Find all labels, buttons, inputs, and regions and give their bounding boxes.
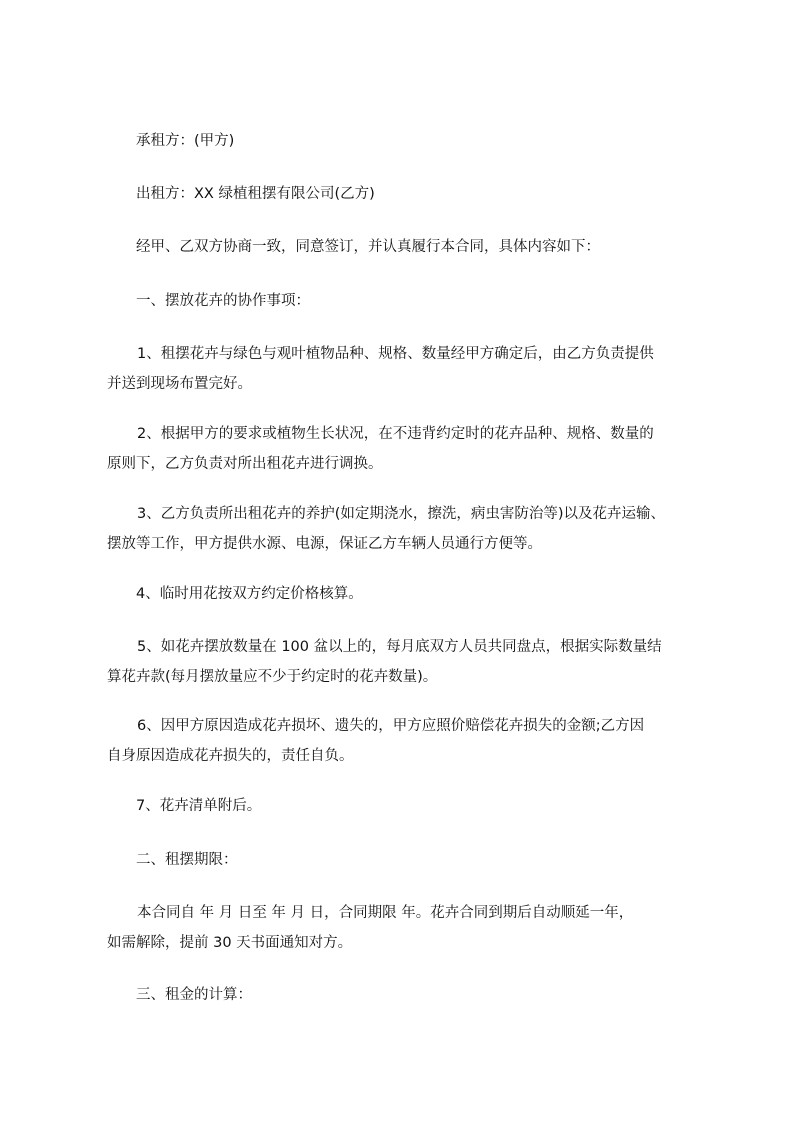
clause-5	[107, 632, 727, 692]
clause-1-line-1: 1、租摆花卉与绿色与观叶植物品种、规格、数量经甲方确定后，由乙方负责提供	[137, 346, 654, 362]
term-line-2: 如需解除，提前 30 天书面通知对方。	[107, 935, 353, 951]
lessee-line: 承租方：(甲方)	[136, 133, 235, 149]
clause-7: 7、花卉清单附后。	[136, 798, 262, 814]
term-line-1: 本合同自 年 月 日至 年 月 日，合同期限 年。花卉合同到期后自动顺延一年，	[137, 905, 634, 921]
clause-6-line-1: 6、因甲方原因造成花卉损坏、遗失的，甲方应照价赔偿花卉损失的金额;乙方因	[137, 718, 645, 734]
clause-4: 4、临时用花按双方约定价格核算。	[136, 586, 363, 602]
section-heading-rent: 三、租金的计算：	[136, 987, 252, 1003]
section-heading-term: 二、租摆期限：	[136, 852, 238, 868]
clause-3	[107, 499, 727, 559]
clause-3-line-2: 摆放等工作，甲方提供水源、电源，保证乙方车辆人员通行方便等。	[107, 536, 542, 552]
intro-paragraph: 经甲、乙双方协商一致，同意签订，并认真履行本合同，具体内容如下：	[136, 239, 600, 255]
lessor-line: 出租方：XX 绿植租摆有限公司(乙方)	[136, 186, 375, 202]
clause-2-line-2: 原则下，乙方负责对所出租花卉进行调换。	[107, 456, 383, 472]
term-paragraph	[107, 898, 727, 958]
clause-6-line-2: 自身原因造成花卉损失的，责任自负。	[107, 748, 354, 764]
clause-3-line-1: 3、乙方负责所出租花卉的养护(如定期浇水，擦洗，病虫害防治等)以及花卉运输、	[137, 506, 666, 522]
section-heading-cooperation: 一、摆放花卉的协作事项：	[136, 293, 310, 309]
clause-5-line-1: 5、如花卉摆放数量在 100 盆以上的，每月底双方人员共同盘点，根据实际数量结	[137, 639, 662, 655]
clause-5-line-2: 算花卉款(每月摆放量应不少于约定时的花卉数量)。	[107, 669, 438, 685]
clause-2	[107, 419, 727, 479]
clause-1	[107, 339, 727, 399]
clause-1-line-2: 并送到现场布置完好。	[107, 376, 252, 392]
clause-6	[107, 711, 727, 771]
clause-2-line-1: 2、根据甲方的要求或植物生长状况，在不违背约定时的花卉品种、规格、数量的	[137, 426, 654, 442]
